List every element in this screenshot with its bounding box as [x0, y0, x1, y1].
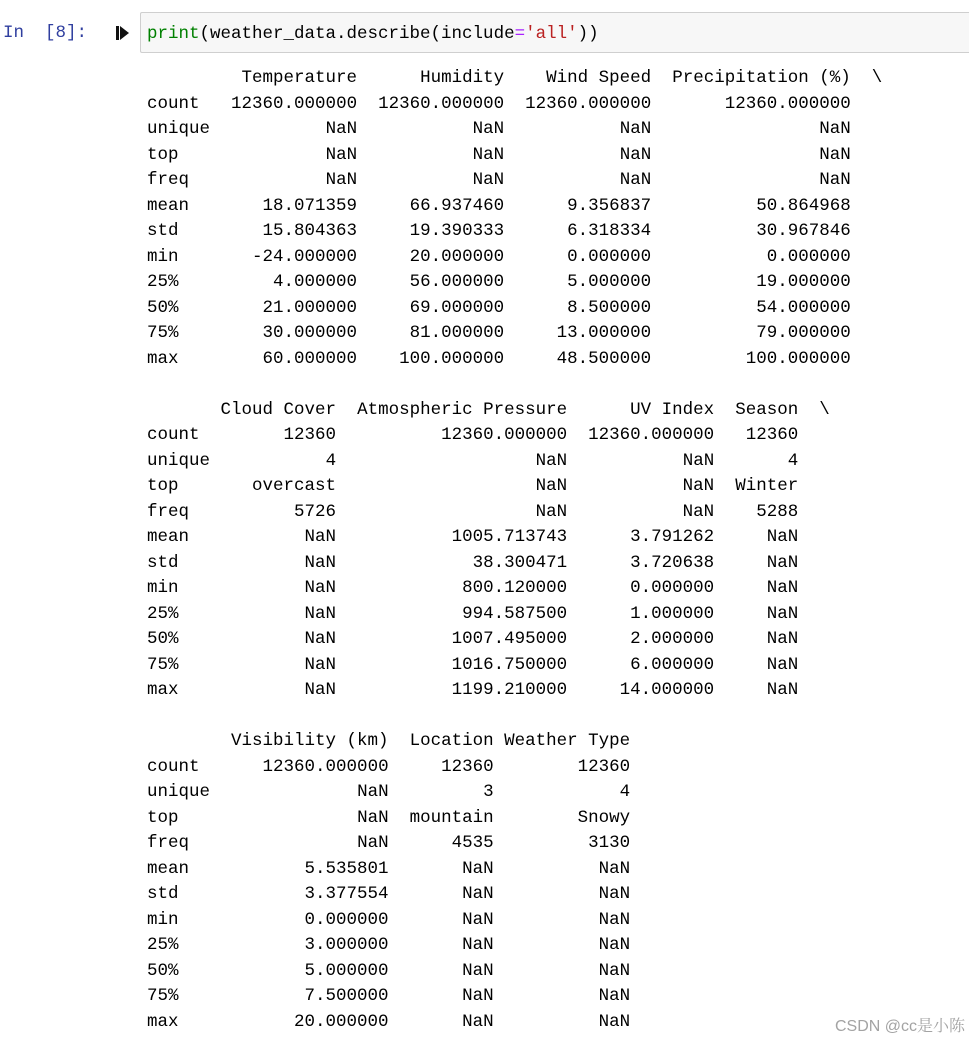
cell-value: 30.967846 [756, 221, 851, 241]
output-row [147, 321, 882, 347]
cell-value: NaN [304, 527, 337, 547]
cell-value: 19.000000 [756, 272, 851, 292]
cell-output [147, 66, 882, 1035]
output-row [147, 653, 882, 679]
cell-value: NaN [598, 986, 631, 1006]
row-label: 75% [147, 323, 179, 343]
output-row [147, 984, 882, 1010]
cell-value: 1016.750000 [451, 654, 568, 675]
cell-value: NaN [357, 782, 389, 802]
cell-value: 4 [787, 450, 799, 471]
cell-value: 12360.000000 [525, 93, 652, 114]
row-label: std [147, 552, 179, 573]
output-row [147, 270, 882, 296]
cell-value: NaN [766, 527, 799, 547]
output-header-row [147, 729, 882, 755]
cell-value: NaN [462, 960, 494, 981]
row-label: 75% [147, 986, 179, 1006]
row-label: max [147, 680, 179, 700]
cell-value: 0.000000 [567, 246, 652, 267]
code-input-area[interactable] [140, 12, 969, 53]
cell-value: NaN [619, 119, 652, 139]
code-token[interactable]: = [514, 23, 526, 44]
cell-value: 4 [619, 782, 631, 802]
cell-value: NaN [472, 144, 505, 165]
output-row [147, 525, 882, 551]
output-row [147, 806, 882, 832]
output-row [147, 908, 882, 934]
row-label: count [147, 756, 200, 777]
output-block [147, 729, 882, 1035]
cell-value: 79.000000 [756, 323, 851, 343]
cell-value: NaN [598, 884, 631, 904]
cell-value: 12360.000000 [378, 93, 505, 114]
column-header: Humidity [420, 68, 505, 88]
row-label: unique [147, 782, 211, 802]
cell-value: 0.000000 [304, 909, 389, 930]
row-label: min [147, 246, 179, 267]
column-header: Wind Speed [546, 68, 652, 88]
cell-value: NaN [462, 909, 494, 930]
continuation-marker: \ [871, 68, 883, 88]
cell-value: 30.000000 [262, 323, 358, 343]
cell-value: 1005.713743 [451, 527, 568, 547]
cell-value: 3130 [588, 833, 631, 853]
cell-value: 12360.000000 [441, 425, 568, 445]
cell-value: NaN [325, 170, 358, 190]
row-label: std [147, 884, 179, 904]
row-label: max [147, 1011, 179, 1032]
row-label: mean [147, 527, 190, 547]
output-row [147, 959, 882, 985]
cell-value: NaN [462, 935, 494, 955]
cell-value: NaN [766, 603, 799, 624]
row-label: count [147, 93, 200, 114]
column-header: Weather Type [504, 731, 631, 751]
cell-value: 100.000000 [745, 348, 851, 369]
output-row [147, 602, 882, 628]
column-header: Temperature [241, 68, 358, 88]
cell-value: 60.000000 [262, 348, 358, 369]
output-row [147, 576, 882, 602]
cell-value: 4 [325, 450, 337, 471]
code-token[interactable]: 'all' [525, 23, 578, 44]
cell-value: NaN [472, 170, 505, 190]
cell-value: 12360 [441, 756, 494, 777]
cell-value: NaN [535, 450, 568, 471]
cell-value: NaN [304, 578, 337, 598]
code-token[interactable]: )) [577, 23, 599, 44]
output-row [147, 1010, 882, 1036]
input-prompt: In [8]: [3, 23, 88, 43]
row-label: 50% [147, 297, 179, 318]
cell-value: Winter [735, 476, 799, 496]
cell-value: NaN [766, 578, 799, 598]
cell-value: 12360.000000 [231, 93, 358, 114]
output-row [147, 449, 882, 475]
output-header-row [147, 66, 882, 92]
cell-value: 9.356837 [567, 195, 652, 216]
output-row [147, 551, 882, 577]
cell-value: 81.000000 [409, 323, 505, 343]
cell-value: 4.000000 [273, 272, 358, 292]
cell-value: mountain [409, 807, 494, 828]
cell-value: 0.000000 [630, 578, 715, 598]
cell-value: NaN [619, 144, 652, 165]
row-label: top [147, 144, 179, 165]
cell-value: NaN [682, 501, 715, 522]
continuation-marker: \ [819, 399, 830, 420]
output-row [147, 500, 882, 526]
column-header: UV Index [630, 399, 715, 420]
cell-value: 19.390333 [409, 221, 505, 241]
row-label: unique [147, 450, 211, 471]
cell-value: NaN [819, 170, 851, 190]
cell-value: 6.318334 [567, 221, 652, 241]
cell-value: NaN [304, 680, 337, 700]
cell-value: NaN [619, 170, 652, 190]
row-label: unique [147, 119, 211, 139]
cell-value: 12360.000000 [724, 93, 851, 114]
cell-value: NaN [325, 144, 358, 165]
cell-value: 800.120000 [462, 578, 568, 598]
cell-value: NaN [598, 1011, 631, 1032]
row-label: 25% [147, 272, 179, 292]
cell-value: 50.864968 [756, 195, 851, 216]
cell-value: NaN [598, 909, 631, 930]
cell-value: 5.535801 [304, 858, 389, 879]
row-label: top [147, 476, 179, 496]
cell-value: 5.000000 [567, 272, 652, 292]
cell-value: NaN [682, 476, 715, 496]
output-row [147, 933, 882, 959]
cell-value: NaN [766, 552, 799, 573]
cell-value: NaN [325, 119, 358, 139]
row-label: min [147, 909, 179, 930]
cell-value: 3.377554 [304, 884, 389, 904]
cell-value: 13.000000 [556, 323, 652, 343]
cell-value: 18.071359 [262, 195, 358, 216]
output-row [147, 780, 882, 806]
row-label: 25% [147, 603, 179, 624]
cell-value: 2.000000 [630, 629, 715, 649]
cell-value: 12360.000000 [262, 756, 389, 777]
column-header: Season [735, 399, 799, 420]
output-row [147, 168, 882, 194]
cell-value: NaN [535, 476, 568, 496]
cell-value: NaN [472, 119, 505, 139]
row-label: 50% [147, 960, 179, 981]
row-label: freq [147, 501, 190, 522]
column-header: Cloud Cover [220, 399, 337, 420]
cell-value: 20.000000 [294, 1011, 389, 1032]
cell-value: 54.000000 [756, 297, 851, 318]
cell-value: 21.000000 [262, 297, 358, 318]
cell-value: 66.937460 [409, 195, 505, 216]
output-row [147, 245, 882, 271]
output-header-row [147, 398, 882, 424]
cell-value: 48.500000 [556, 348, 652, 369]
output-row [147, 678, 882, 704]
column-header: Visibility (km) [231, 731, 389, 751]
output-block [147, 66, 882, 372]
cell-value: NaN [304, 552, 337, 573]
row-label: 25% [147, 935, 179, 955]
row-label: count [147, 425, 200, 445]
cell-value: NaN [357, 833, 389, 853]
cell-value: 1199.210000 [451, 680, 568, 700]
cell-value: 12360.000000 [588, 425, 715, 445]
cell-value: 100.000000 [399, 348, 505, 369]
cell-value: NaN [535, 501, 568, 522]
row-label: freq [147, 170, 190, 190]
output-row [147, 474, 882, 500]
output-row [147, 882, 882, 908]
column-header: Location [409, 731, 494, 751]
cell-value: 5726 [294, 501, 337, 522]
cell-value: 994.587500 [462, 603, 568, 624]
run-cell-button[interactable] [116, 25, 130, 41]
code-token[interactable]: print [147, 23, 200, 44]
cell-value: NaN [462, 858, 494, 879]
row-label: freq [147, 833, 190, 853]
cell-value: NaN [598, 935, 631, 955]
output-row [147, 347, 882, 373]
cell-value: 12360 [745, 425, 799, 445]
row-label: 50% [147, 629, 179, 649]
output-block [147, 398, 882, 704]
column-header: Atmospheric Pressure [357, 399, 568, 420]
row-label: max [147, 348, 179, 369]
output-row [147, 755, 882, 781]
output-row [147, 194, 882, 220]
cell-value: NaN [682, 450, 715, 471]
cell-value: NaN [304, 629, 337, 649]
run-cell-icon[interactable] [116, 25, 130, 41]
code-line[interactable] [141, 15, 969, 54]
row-label: 75% [147, 654, 179, 675]
cell-value: NaN [598, 858, 631, 879]
cell-value: NaN [304, 654, 337, 675]
cell-value: 5.000000 [304, 960, 389, 981]
cell-value: NaN [357, 807, 389, 828]
output-row [147, 831, 882, 857]
cell-value: -24.000000 [252, 246, 358, 267]
cell-value: 8.500000 [567, 297, 652, 318]
cell-value: NaN [462, 1011, 494, 1032]
cell-value: 12360 [283, 425, 337, 445]
cell-value: 20.000000 [409, 246, 505, 267]
output-row [147, 627, 882, 653]
row-label: top [147, 807, 179, 828]
cell-value: 4535 [451, 833, 494, 853]
cell-value: 12360 [577, 756, 631, 777]
cell-value: 3.000000 [304, 935, 389, 955]
output-row [147, 296, 882, 322]
cell-value: NaN [819, 119, 851, 139]
output-row [147, 857, 882, 883]
cell-value: NaN [766, 654, 799, 675]
cell-value: NaN [462, 884, 494, 904]
cell-value: overcast [252, 476, 337, 496]
cell-value: 0.000000 [766, 246, 851, 267]
cell-value: 5288 [756, 501, 799, 522]
cell-value: NaN [766, 680, 799, 700]
cell-value: 3.791262 [630, 527, 715, 547]
output-row [147, 143, 882, 169]
cell-value: 7.500000 [304, 986, 389, 1006]
cell-value: 14.000000 [619, 680, 715, 700]
cell-value: NaN [766, 629, 799, 649]
cell-value: 3 [483, 782, 494, 802]
cell-value: 38.300471 [472, 552, 568, 573]
code-token[interactable]: (weather_data.describe(include [199, 23, 515, 44]
column-header: Precipitation (%) [672, 68, 851, 88]
cell-value: 56.000000 [409, 272, 505, 292]
cell-value: NaN [598, 960, 631, 981]
output-row [147, 423, 882, 449]
cell-value: NaN [462, 986, 494, 1006]
row-label: mean [147, 858, 190, 879]
cell-value: 15.804363 [262, 221, 358, 241]
row-label: mean [147, 195, 190, 216]
cell-value: 1007.495000 [451, 629, 568, 649]
row-label: min [147, 578, 179, 598]
cell-value: 6.000000 [630, 654, 715, 675]
output-row [147, 92, 882, 118]
cell-value: NaN [304, 603, 337, 624]
cell-value: 1.000000 [630, 603, 715, 624]
cell-value: 3.720638 [630, 552, 715, 573]
cell-value: Snowy [577, 807, 631, 828]
cell-value: 69.000000 [409, 297, 505, 318]
output-row [147, 117, 882, 143]
row-label: std [147, 221, 179, 241]
cell-value: NaN [819, 144, 851, 165]
watermark: CSDN @cc是小陈 [834, 1018, 965, 1035]
output-row [147, 219, 882, 245]
